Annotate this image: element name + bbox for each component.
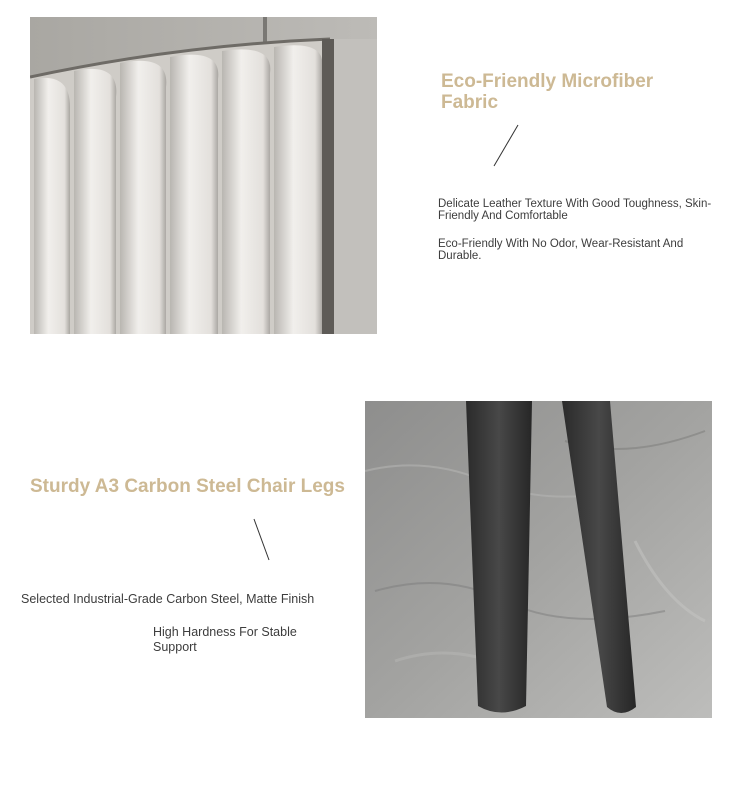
chair-backrest-photo [30,17,377,334]
pointer-line [252,518,272,562]
legs-title: Sturdy A3 Carbon Steel Chair Legs [30,476,345,497]
pointer-line [492,124,520,168]
fabric-title: Eco-Friendly Microfiber Fabric [441,71,654,113]
legs-desc-material: Selected Industrial-Grade Carbon Steel, Matte Finish [21,592,315,606]
fabric-desc-durable: Eco-Friendly With No Odor, Wear-Resistant And Durable. [438,238,684,262]
fabric-desc-texture: Delicate Leather Texture With Good Toughness, Skin-Friendly And Comfortable [438,198,712,222]
legs-desc-hardness: High Hardness For Stable Support [153,625,297,654]
chair-legs-photo [365,401,712,718]
